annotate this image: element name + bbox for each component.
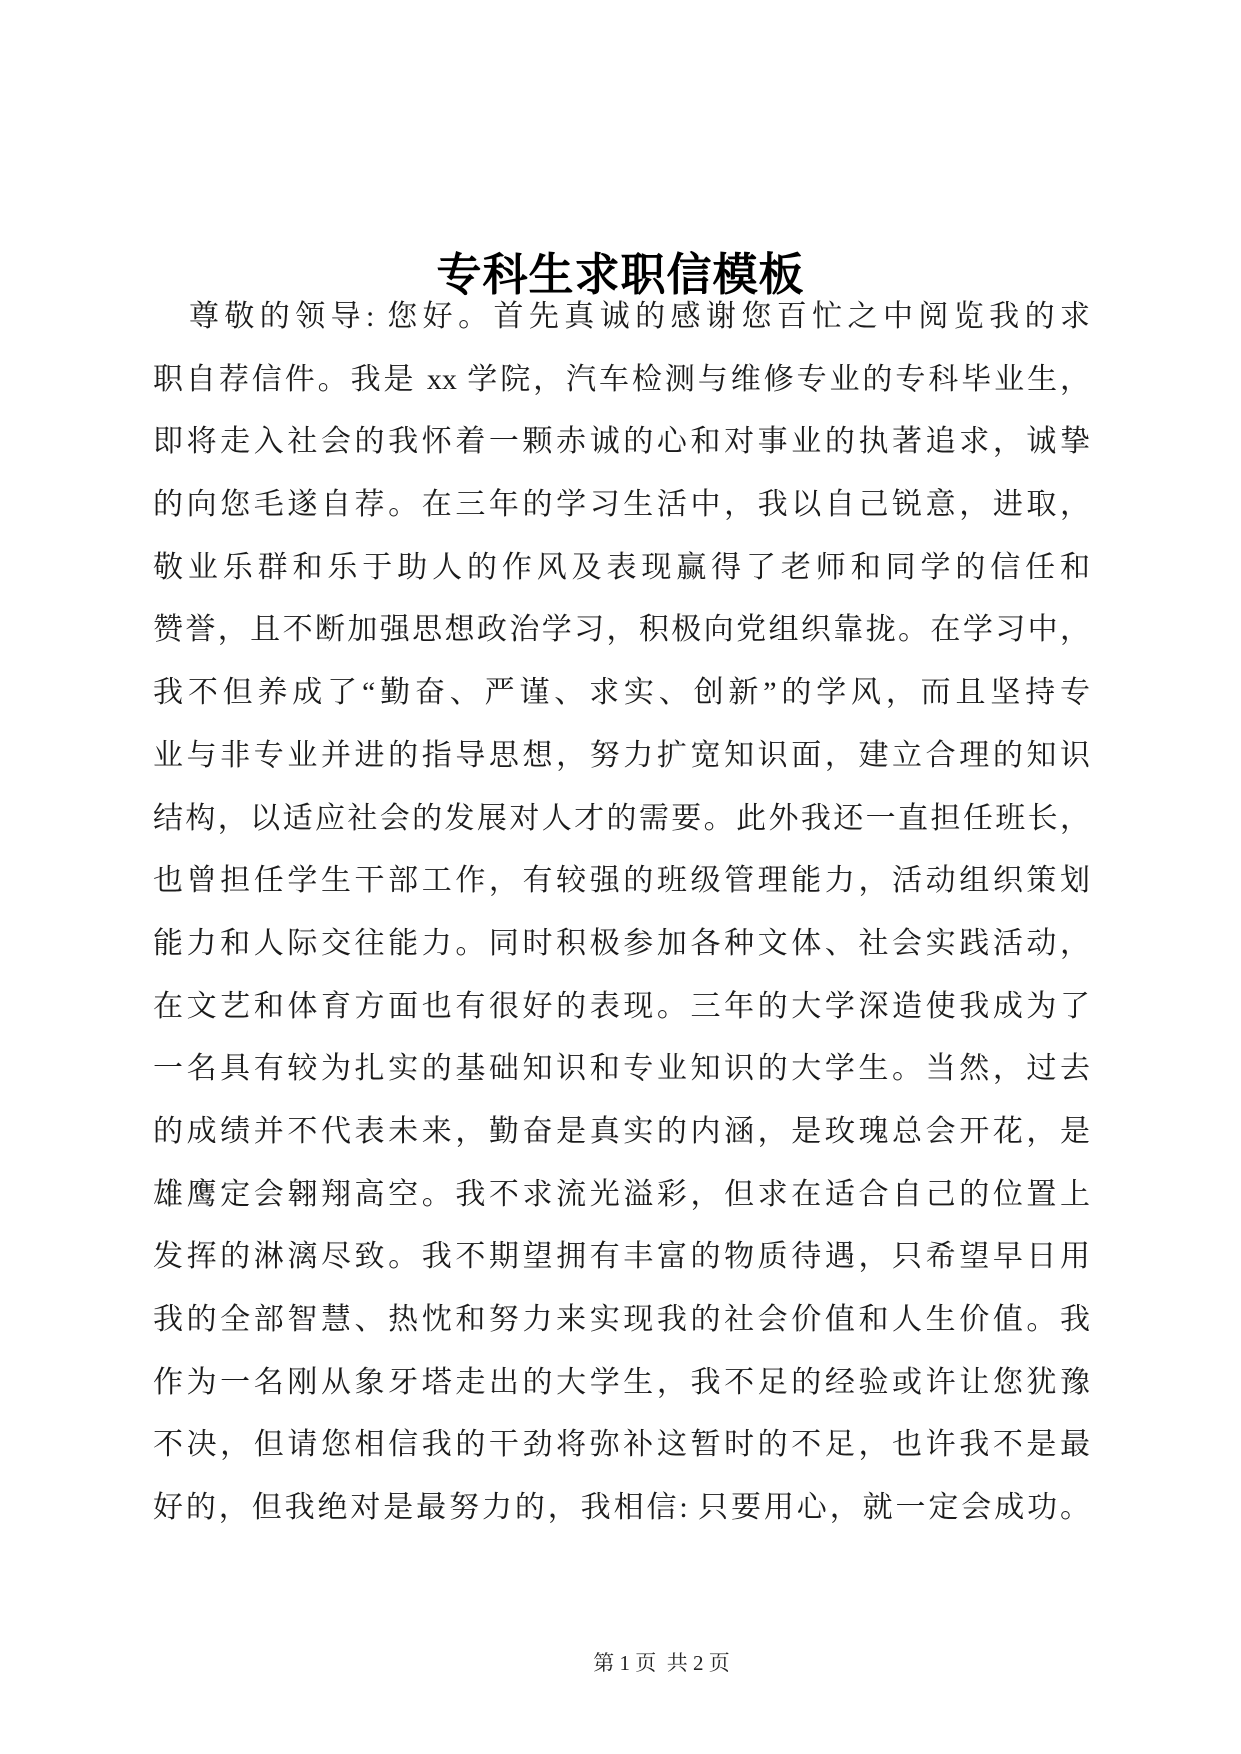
body-line: 的向您毛遂自荐。在三年的学习生活中，我以自己锐意，进取， bbox=[153, 488, 1090, 522]
body-line: 雄鹰定会翱翔高空。我不求流光溢彩，但求在适合自己的位置上 bbox=[153, 1177, 1090, 1211]
body-line: 我的全部智慧、热忱和努力来实现我的社会价值和人生价值。我 bbox=[153, 1303, 1090, 1336]
body-line: 即将走入社会的我怀着一颗赤诚的心和对事业的执著追求，诚挚 bbox=[153, 425, 1090, 459]
body-line: 赞誉，且不断加强思想政治学习，积极向党组织靠拢。在学习中， bbox=[153, 613, 1090, 647]
body-line: 不决，但请您相信我的干劲将弥补这暂时的不足，也许我不是最 bbox=[153, 1428, 1090, 1462]
body-line: 的成绩并不代表未来，勤奋是真实的内涵，是玫瑰总会开花，是 bbox=[153, 1114, 1090, 1148]
body-line: 在文艺和体育方面也有很好的表现。三年的大学深造使我成为了 bbox=[153, 989, 1090, 1023]
body-line: 业与非专业并进的指导思想，努力扩宽知识面，建立合理的知识 bbox=[153, 738, 1090, 772]
page-number-text: 第 1 页 共 2 页 bbox=[593, 1651, 730, 1675]
body-line: 尊敬的领导: 您好。首先真诚的感谢您百忙之中阅览我的求 bbox=[189, 300, 1090, 333]
page-footer bbox=[572, 1618, 730, 1708]
body-line: 一名具有较为扎实的基础知识和专业知识的大学生。当然，过去 bbox=[153, 1052, 1090, 1086]
body-line: 我不但养成了“勤奋、严谨、求实、创新”的学风，而且坚持专 bbox=[153, 676, 1090, 710]
document-body bbox=[153, 286, 1090, 1540]
document-title: 专科生求职信模板 bbox=[436, 250, 805, 301]
body-line: 作为一名刚从象牙塔走出的大学生，我不足的经验或许让您犹豫 bbox=[153, 1365, 1090, 1399]
body-line: 好的，但我绝对是最努力的，我相信: 只要用心，就一定会成功。 bbox=[153, 1491, 1090, 1525]
body-line: 结构，以适应社会的发展对人才的需要。此外我还一直担任班长， bbox=[153, 801, 1090, 835]
body-line: 能力和人际交往能力。同时积极参加各种文体、社会实践活动， bbox=[153, 926, 1090, 960]
body-line: 敬业乐群和乐于助人的作风及表现赢得了老师和同学的信任和 bbox=[153, 550, 1090, 584]
body-line: 职自荐信件。我是 xx 学院，汽车检测与维修专业的专科毕业生， bbox=[153, 362, 1090, 396]
body-line: 发挥的淋漓尽致。我不期望拥有丰富的物质待遇，只希望早日用 bbox=[153, 1240, 1090, 1274]
body-line: 也曾担任学生干部工作，有较强的班级管理能力，活动组织策划 bbox=[153, 864, 1090, 898]
